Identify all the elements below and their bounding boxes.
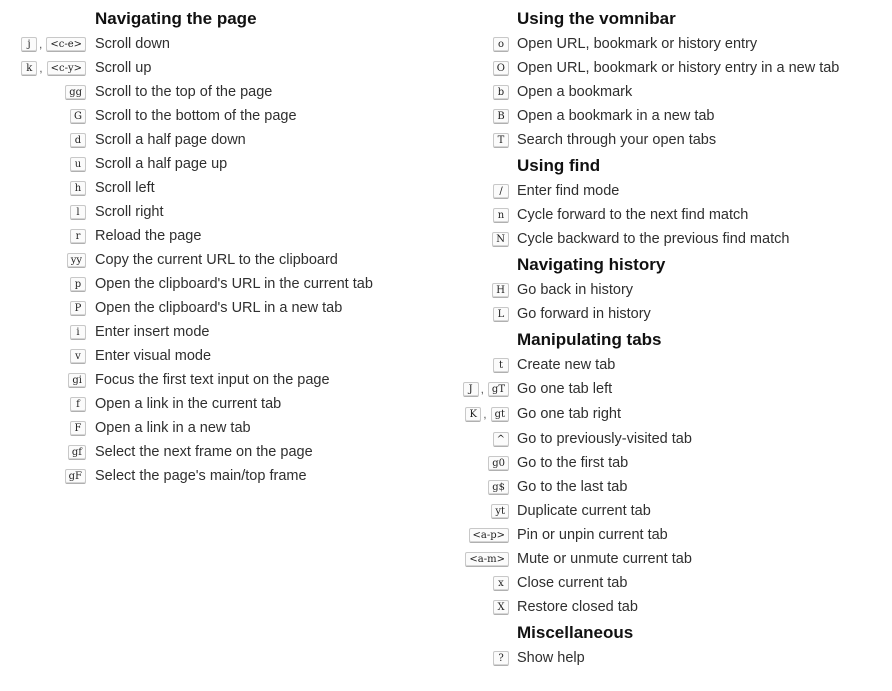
key-bindings [493, 56, 509, 80]
key-bindings [70, 296, 86, 320]
command-description: Restore closed tab [517, 599, 638, 615]
key-cap: n [493, 208, 509, 223]
key-cap: t [493, 358, 509, 373]
key-bindings [65, 464, 86, 488]
key-separator: , [39, 61, 43, 75]
key-cap: ? [493, 651, 509, 666]
command-row [0, 248, 440, 272]
command-row [440, 80, 892, 104]
help-column-right [440, 8, 892, 670]
command-description: Create new tab [517, 357, 616, 373]
command-row [440, 427, 892, 451]
key-cap: gg [65, 85, 86, 100]
command-description: Scroll up [95, 60, 152, 76]
command-row [0, 464, 440, 488]
key-cap: ^ [493, 432, 509, 447]
command-description: Focus the first text input on the page [95, 372, 330, 388]
key-bindings [493, 595, 509, 619]
key-separator: , [483, 406, 487, 421]
key-cap: d [70, 133, 86, 148]
key-bindings [70, 392, 86, 416]
key-cap: gT [488, 382, 509, 397]
key-bindings [493, 302, 509, 326]
key-cap: O [493, 61, 509, 76]
command-row [0, 272, 440, 296]
key-cap: L [493, 307, 509, 322]
command-row [0, 152, 440, 176]
command-row [440, 377, 892, 402]
command-row [0, 128, 440, 152]
command-row [0, 224, 440, 248]
key-cap: f [70, 397, 86, 412]
key-cap: N [492, 232, 509, 247]
command-description: Enter find mode [517, 183, 620, 199]
key-cap: h [70, 181, 86, 196]
command-description: Show help [517, 650, 585, 666]
command-sections-right [440, 8, 892, 670]
command-row [440, 499, 892, 523]
command-description: Duplicate current tab [517, 503, 651, 519]
key-cap: B [493, 109, 509, 124]
command-row [440, 595, 892, 619]
command-description: Enter insert mode [95, 324, 210, 340]
key-cap: v [70, 349, 86, 364]
key-bindings [70, 272, 86, 296]
key-cap: o [493, 37, 509, 52]
command-row [440, 571, 892, 595]
key-cap: T [493, 133, 509, 148]
key-bindings [65, 80, 86, 104]
key-cap: P [70, 301, 86, 316]
command-description: Go one tab left [517, 381, 613, 397]
key-cap: g0 [488, 456, 509, 471]
command-row [440, 302, 892, 326]
command-list-navigating-the-page [0, 32, 440, 488]
key-bindings [493, 571, 509, 595]
key-cap: <a-p> [469, 528, 510, 543]
command-row [0, 176, 440, 200]
key-cap: F [70, 421, 86, 436]
key-bindings [67, 248, 86, 272]
command-row [440, 128, 892, 152]
key-cap: / [493, 184, 509, 199]
command-description: Enter visual mode [95, 348, 212, 364]
key-bindings [70, 152, 86, 176]
key-bindings [465, 402, 509, 426]
command-description: Reload the page [95, 228, 202, 244]
key-cap: u [70, 157, 86, 172]
command-description: Cycle forward to the next find match [517, 207, 749, 223]
command-row [0, 320, 440, 344]
command-description: Go to the first tab [517, 455, 629, 471]
command-row [440, 547, 892, 571]
key-bindings [469, 523, 510, 547]
key-cap: <c-y> [47, 61, 86, 76]
command-description: Open a link in the current tab [95, 396, 282, 412]
command-row [440, 179, 892, 203]
command-row [0, 104, 440, 128]
key-cap: K [465, 407, 481, 422]
key-bindings [70, 416, 86, 440]
key-bindings [21, 32, 86, 56]
command-description: Pin or unpin current tab [517, 527, 668, 543]
command-row [440, 523, 892, 547]
key-cap: <c-e> [46, 37, 86, 52]
help-column-left [0, 8, 440, 488]
key-cap: gf [68, 445, 86, 460]
command-description: Open URL, bookmark or history entry in a new tab [517, 60, 840, 76]
command-description: Open a bookmark [517, 84, 633, 100]
key-bindings [491, 499, 509, 523]
command-row [0, 440, 440, 464]
key-cap: G [70, 109, 86, 124]
key-cap: r [70, 229, 86, 244]
key-cap: X [493, 600, 509, 615]
command-list-miscellaneous [440, 646, 892, 670]
key-bindings [465, 547, 509, 571]
key-bindings [70, 128, 86, 152]
key-bindings [493, 32, 509, 56]
command-row [440, 227, 892, 251]
command-description: Scroll right [95, 204, 164, 220]
command-row [0, 56, 440, 80]
command-row [440, 32, 892, 56]
command-list-navigating-history [440, 278, 892, 326]
key-cap: g$ [488, 480, 509, 495]
key-bindings [492, 227, 509, 251]
key-bindings [493, 353, 509, 377]
key-bindings [493, 104, 509, 128]
key-cap: gi [68, 373, 86, 388]
command-row [440, 646, 892, 670]
key-bindings [68, 440, 86, 464]
command-list-using-the-vomnibar [440, 32, 892, 152]
key-bindings [70, 200, 86, 224]
key-cap: l [70, 205, 86, 220]
key-bindings [493, 128, 509, 152]
command-row [0, 32, 440, 56]
key-cap: gt [491, 407, 509, 422]
key-separator: , [39, 37, 43, 51]
command-description: Go one tab right [517, 406, 621, 422]
command-row [0, 416, 440, 440]
command-description: Scroll to the top of the page [95, 84, 273, 100]
command-row [0, 344, 440, 368]
key-separator: , [480, 381, 484, 396]
command-description: Mute or unmute current tab [517, 551, 692, 567]
command-row [440, 278, 892, 302]
command-list-manipulating-tabs [440, 353, 892, 619]
key-cap: yt [491, 504, 509, 519]
command-row [0, 80, 440, 104]
key-bindings [493, 646, 509, 670]
key-bindings [493, 80, 509, 104]
key-bindings [70, 224, 86, 248]
command-list-using-find [440, 179, 892, 251]
command-description: Close current tab [517, 575, 628, 591]
command-row [440, 451, 892, 475]
section-title-miscellaneous: Miscellaneous [517, 623, 634, 642]
key-cap: j [21, 37, 37, 52]
command-description: Scroll a half page up [95, 156, 228, 172]
key-cap: p [70, 277, 86, 292]
key-bindings [488, 451, 509, 475]
key-bindings [70, 320, 86, 344]
command-description: Select the next frame on the page [95, 444, 313, 460]
key-bindings [493, 203, 509, 227]
command-description: Open a link in a new tab [95, 420, 251, 436]
key-bindings [488, 475, 509, 499]
section-title-manipulating-tabs: Manipulating tabs [517, 330, 662, 349]
section-title-using-the-vomnibar: Using the vomnibar [517, 9, 676, 28]
command-row [440, 353, 892, 377]
command-row [440, 104, 892, 128]
command-row [440, 203, 892, 227]
command-description: Search through your open tabs [517, 132, 717, 148]
command-description: Go to the last tab [517, 479, 628, 495]
key-bindings [70, 344, 86, 368]
command-row [440, 475, 892, 499]
command-description: Select the page's main/top frame [95, 468, 307, 484]
key-cap: H [492, 283, 509, 298]
section-title-using-find: Using find [517, 156, 601, 175]
command-row [440, 56, 892, 80]
command-description: Copy the current URL to the clipboard [95, 252, 338, 268]
key-bindings [70, 176, 86, 200]
key-bindings [463, 377, 509, 401]
key-cap: x [493, 576, 509, 591]
command-row [0, 200, 440, 224]
key-cap: gF [65, 469, 86, 484]
command-description: Scroll left [95, 180, 155, 196]
key-bindings [21, 56, 86, 80]
command-description: Go forward in history [517, 306, 651, 322]
key-bindings [70, 104, 86, 128]
key-cap: i [70, 325, 86, 340]
command-row [0, 296, 440, 320]
key-bindings [493, 179, 509, 203]
command-description: Open URL, bookmark or history entry [517, 36, 758, 52]
key-bindings [493, 427, 509, 451]
command-row [440, 402, 892, 427]
command-row [0, 392, 440, 416]
section-title-navigating-history: Navigating history [517, 255, 666, 274]
key-cap: k [21, 61, 37, 76]
command-description: Scroll to the bottom of the page [95, 108, 297, 124]
command-description: Go back in history [517, 282, 634, 298]
command-row [0, 368, 440, 392]
command-description: Go to previously-visited tab [517, 431, 692, 447]
key-cap: J [463, 382, 479, 397]
command-description: Open a bookmark in a new tab [517, 108, 715, 124]
key-cap: b [493, 85, 509, 100]
command-description: Scroll down [95, 36, 170, 52]
key-cap: <a-m> [465, 552, 509, 567]
key-bindings [492, 278, 509, 302]
section-title-navigating-the-page: Navigating the page [95, 9, 257, 28]
key-bindings [68, 368, 86, 392]
key-cap: yy [67, 253, 86, 268]
command-description: Cycle backward to the previous find match [517, 231, 790, 247]
command-description: Open the clipboard's URL in a new tab [95, 300, 343, 316]
command-description: Scroll a half page down [95, 132, 246, 148]
command-description: Open the clipboard's URL in the current tab [95, 276, 373, 292]
